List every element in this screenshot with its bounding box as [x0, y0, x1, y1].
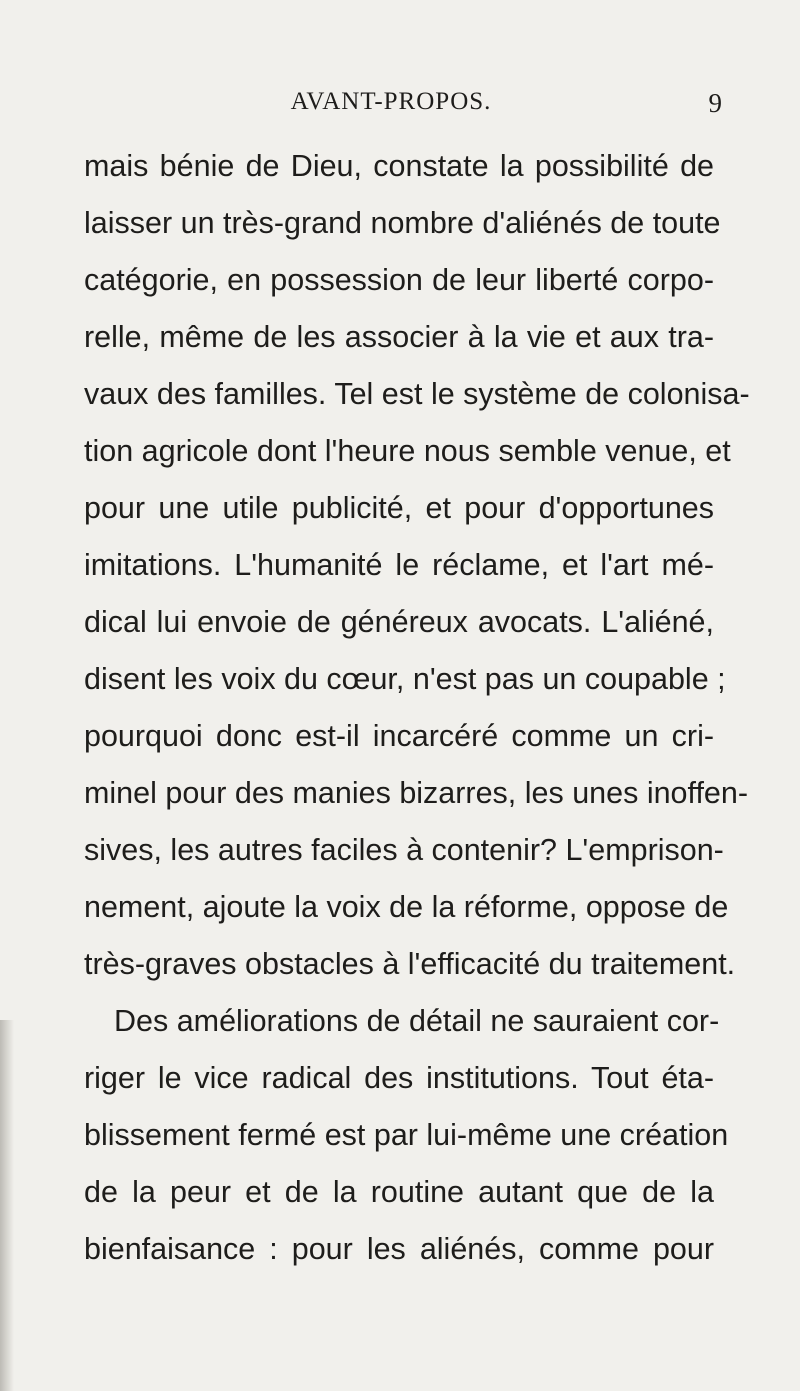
text-line: de la peur et de la routine autant que de la: [84, 1175, 714, 1209]
text-line: relle, même de les associer à la vie et aux tra-: [84, 320, 714, 354]
text-line: catégorie, en possession de leur liberté corpo-: [84, 263, 714, 297]
text-line: blissement fermé est par lui-même une création: [84, 1118, 729, 1152]
body-text: [84, 138, 750, 1278]
text-line: nement, ajoute la voix de la réforme, oppose de: [84, 890, 729, 924]
page-number: 9: [708, 88, 722, 118]
text-line: laisser un très-grand nombre d'aliénés de toute: [84, 206, 721, 240]
text-line: sives, les autres faciles à contenir? L'emprison-: [84, 833, 724, 867]
text-line: tion agricole dont l'heure nous semble venue, et: [84, 434, 731, 468]
text-line: vaux des familles. Tel est le système de colonisa-: [84, 377, 750, 411]
text-line: mais bénie de Dieu, constate la possibilité de: [84, 149, 714, 183]
text-line: très-graves obstacles à l'efficacité du traitement.: [84, 947, 736, 981]
text-line: pour une utile publicité, et pour d'opportunes: [84, 491, 714, 525]
running-title: AVANT-PROPOS.: [290, 88, 492, 115]
text-line: imitations. L'humanité le réclame, et l'art mé-: [84, 548, 714, 582]
page-binding-shadow: [0, 1020, 14, 1391]
text-line: pourquoi donc est-il incarcéré comme un cri-: [84, 719, 714, 753]
running-head: [60, 88, 722, 122]
text-line: dical lui envoie de généreux avocats. L'aliéné,: [84, 605, 714, 639]
paragraph-start-line: Des améliorations de détail ne sauraient cor-: [114, 1004, 720, 1038]
text-line: minel pour des manies bizarres, les unes inoffen-: [84, 776, 749, 810]
text-line: disent les voix du cœur, n'est pas un coupable ;: [84, 662, 726, 696]
text-line: riger le vice radical des institutions. Tout éta-: [84, 1061, 714, 1095]
text-line: bienfaisance : pour les aliénés, comme pour: [84, 1232, 714, 1266]
